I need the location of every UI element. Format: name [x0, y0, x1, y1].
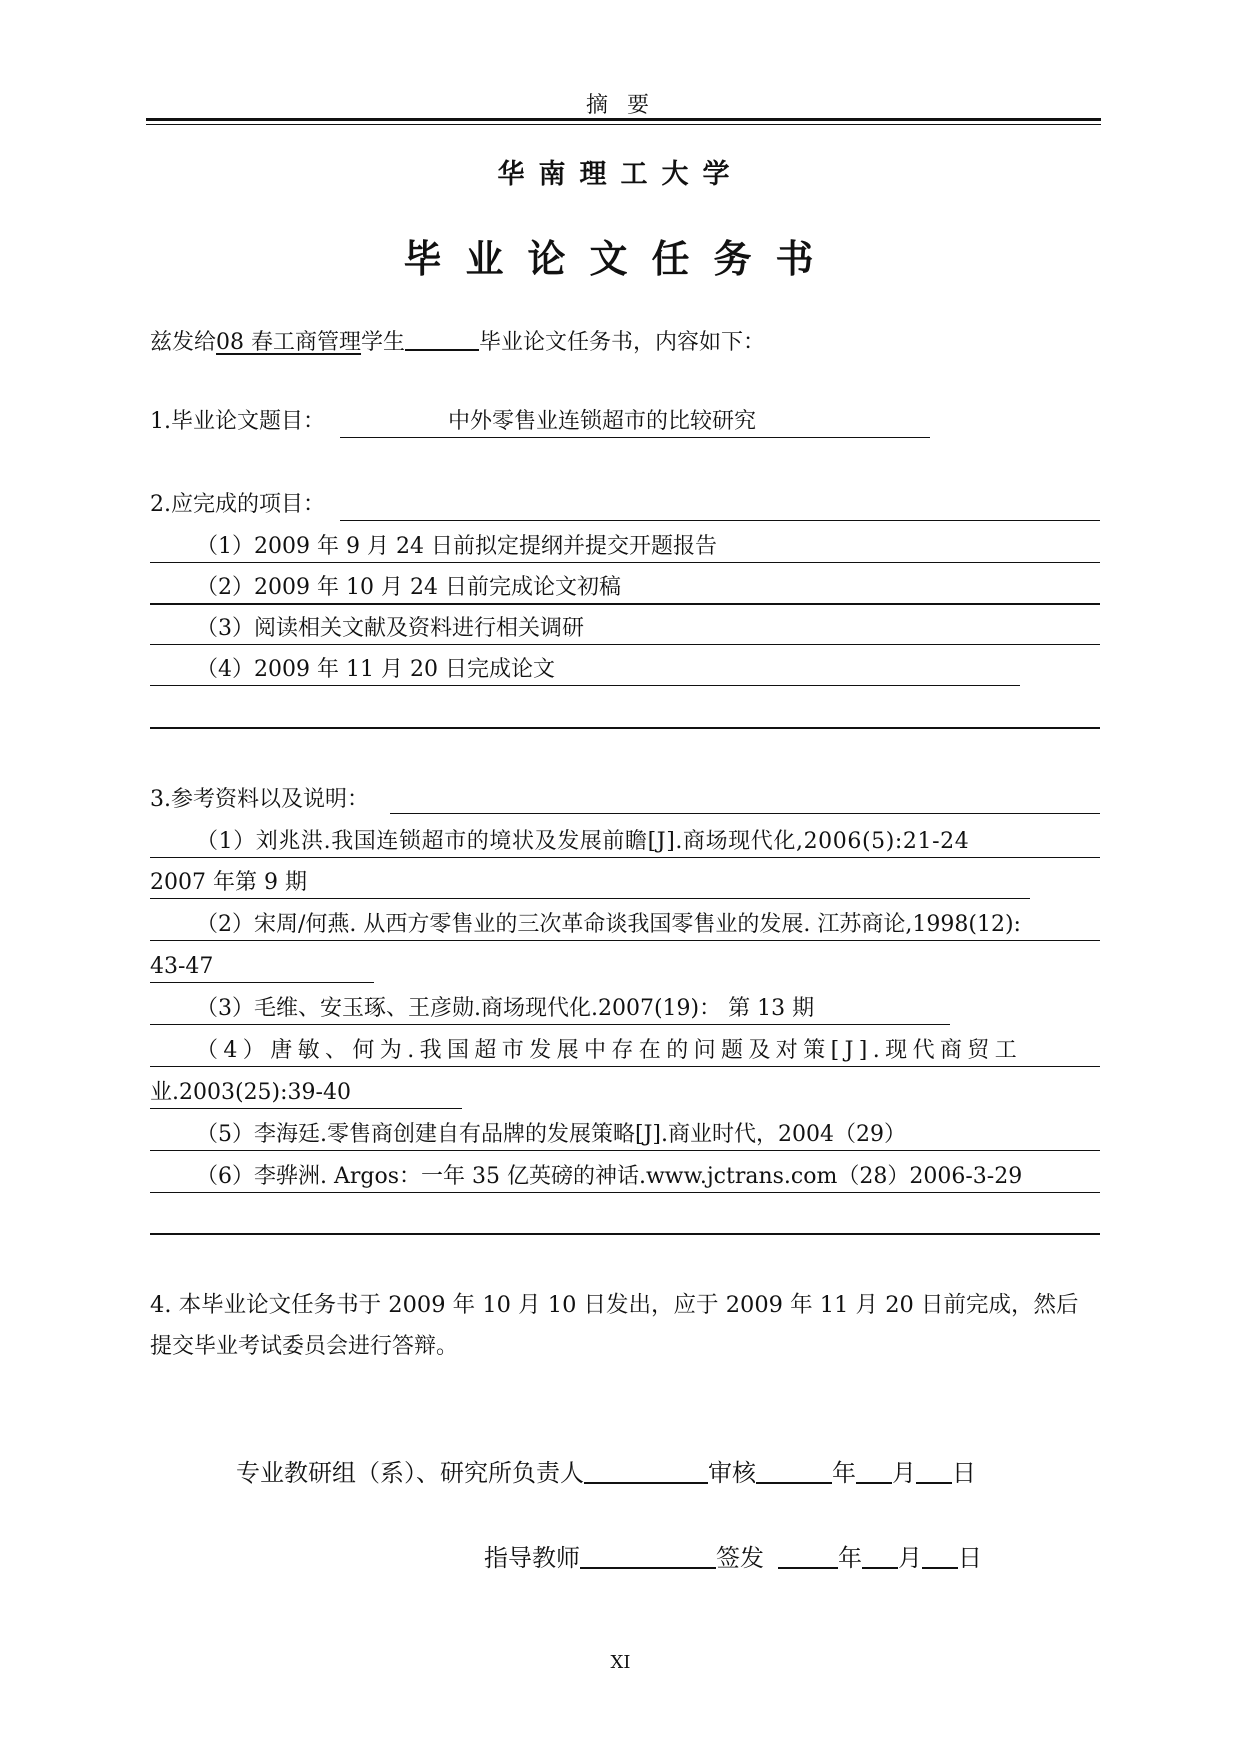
- issue-blank: [778, 1543, 838, 1569]
- thesis-topic-underline: [340, 437, 930, 438]
- reference-underline: [150, 982, 374, 983]
- day-label: 日: [958, 1544, 982, 1572]
- signature-row-advisor: [484, 1543, 982, 1573]
- reference-line: （4）唐敏、何为.我国超市发展中存在的问题及对策[J].现代商贸工: [196, 1038, 1023, 1063]
- reference-underline: [150, 1108, 462, 1109]
- section2-label: 2.应完成的项目：: [150, 492, 325, 517]
- task-item: （4）2009 年 11 月 20 日完成论文: [196, 657, 555, 682]
- month-label: 月: [892, 1459, 916, 1487]
- header-rule-thin: [146, 124, 1101, 125]
- reference-line: （6）李骅洲. Argos：一年 35 亿英磅的神话.www.jctrans.com（28）2006-3-29: [196, 1164, 1023, 1189]
- section2-label-underline: [340, 520, 1100, 521]
- reference-underline: [150, 1024, 950, 1025]
- advisor-blank: [580, 1543, 716, 1569]
- review-blank: [756, 1458, 832, 1484]
- reference-line: （5）李海廷.零售商创建自有品牌的发展策略[J].商业时代，2004（29）: [196, 1122, 906, 1147]
- reference-underline: [150, 1066, 1100, 1067]
- blank-line: [150, 727, 1100, 729]
- reference-line: 43-47: [150, 954, 214, 979]
- page-number: XI: [610, 1652, 631, 1673]
- section1-label: 1.毕业论文题目：: [150, 409, 325, 434]
- reference-underline: [150, 1192, 1100, 1193]
- task-item-underline: [150, 603, 1100, 605]
- reference-line: 业.2003(25):39-40: [150, 1080, 351, 1105]
- review-label: 审核: [708, 1459, 756, 1487]
- intro-class-name: 08 春工商管理: [216, 330, 362, 355]
- task-item-underline: [150, 644, 1100, 645]
- blank-line: [150, 1233, 1100, 1235]
- section4-line2: 提交毕业考试委员会进行答辩。: [150, 1334, 459, 1359]
- reference-line: （2）宋周/何燕. 从西方零售业的三次革命谈我国零售业的发展. 江苏商论,1998(12):: [196, 912, 1021, 937]
- day-label: 日: [952, 1459, 976, 1487]
- intro-line: [150, 327, 765, 358]
- reference-line: （1）刘兆洪.我国连锁超市的境状及发展前瞻[J].商场现代化,2006(5):21-24: [196, 829, 970, 854]
- issue-label: 签发: [716, 1544, 764, 1572]
- department-head-label: 专业教研组（系）、研究所负责人: [236, 1459, 584, 1487]
- reference-line: 2007 年第 9 期: [150, 870, 307, 895]
- reference-underline: [150, 898, 1030, 899]
- month-label: 月: [898, 1544, 922, 1572]
- task-item-underline: [150, 562, 1100, 563]
- section4-line1: 4. 本毕业论文任务书于 2009 年 10 月 10 日发出，应于 2009 年 11 月 20 日前完成，然后: [150, 1292, 1079, 1318]
- header-rule-thick: [146, 118, 1101, 121]
- reference-line: （3）毛维、安玉琢、王彦勋.商场现代化.2007(19)： 第 13 期: [196, 996, 815, 1021]
- document-title: 毕业论文任务书: [403, 236, 838, 281]
- year-label: 年: [838, 1544, 862, 1572]
- task-item: （2）2009 年 10 月 24 日前完成论文初稿: [196, 575, 621, 600]
- day-blank: [922, 1543, 958, 1569]
- student-name-blank: [405, 327, 479, 351]
- running-header: 摘 要: [586, 93, 655, 118]
- intro-suffix: 毕业论文任务书，内容如下：: [479, 330, 766, 355]
- year-label: 年: [832, 1459, 856, 1487]
- task-item-underline: [150, 685, 1020, 686]
- reference-underline: [150, 1150, 1100, 1151]
- section3-label: 3.参考资料以及说明：: [150, 787, 369, 812]
- signature-row-department: [236, 1458, 976, 1488]
- section3-label-underline: [390, 813, 1100, 814]
- intro-prefix: 兹发给: [150, 330, 217, 355]
- task-item: （1）2009 年 9 月 24 日前拟定提纲并提交开题报告: [196, 534, 717, 559]
- reference-underline: [150, 940, 1100, 941]
- day-blank: [916, 1458, 952, 1484]
- advisor-label: 指导教师: [484, 1544, 580, 1572]
- thesis-topic: 中外零售业连锁超市的比较研究: [448, 409, 757, 434]
- university-name: 华南理工大学: [497, 159, 744, 190]
- month-blank: [862, 1543, 898, 1569]
- task-item: （3）阅读相关文献及资料进行相关调研: [196, 616, 584, 641]
- month-blank: [856, 1458, 892, 1484]
- intro-student-word: 学生: [361, 330, 406, 355]
- department-head-blank: [584, 1458, 708, 1484]
- reference-underline: [150, 857, 1100, 858]
